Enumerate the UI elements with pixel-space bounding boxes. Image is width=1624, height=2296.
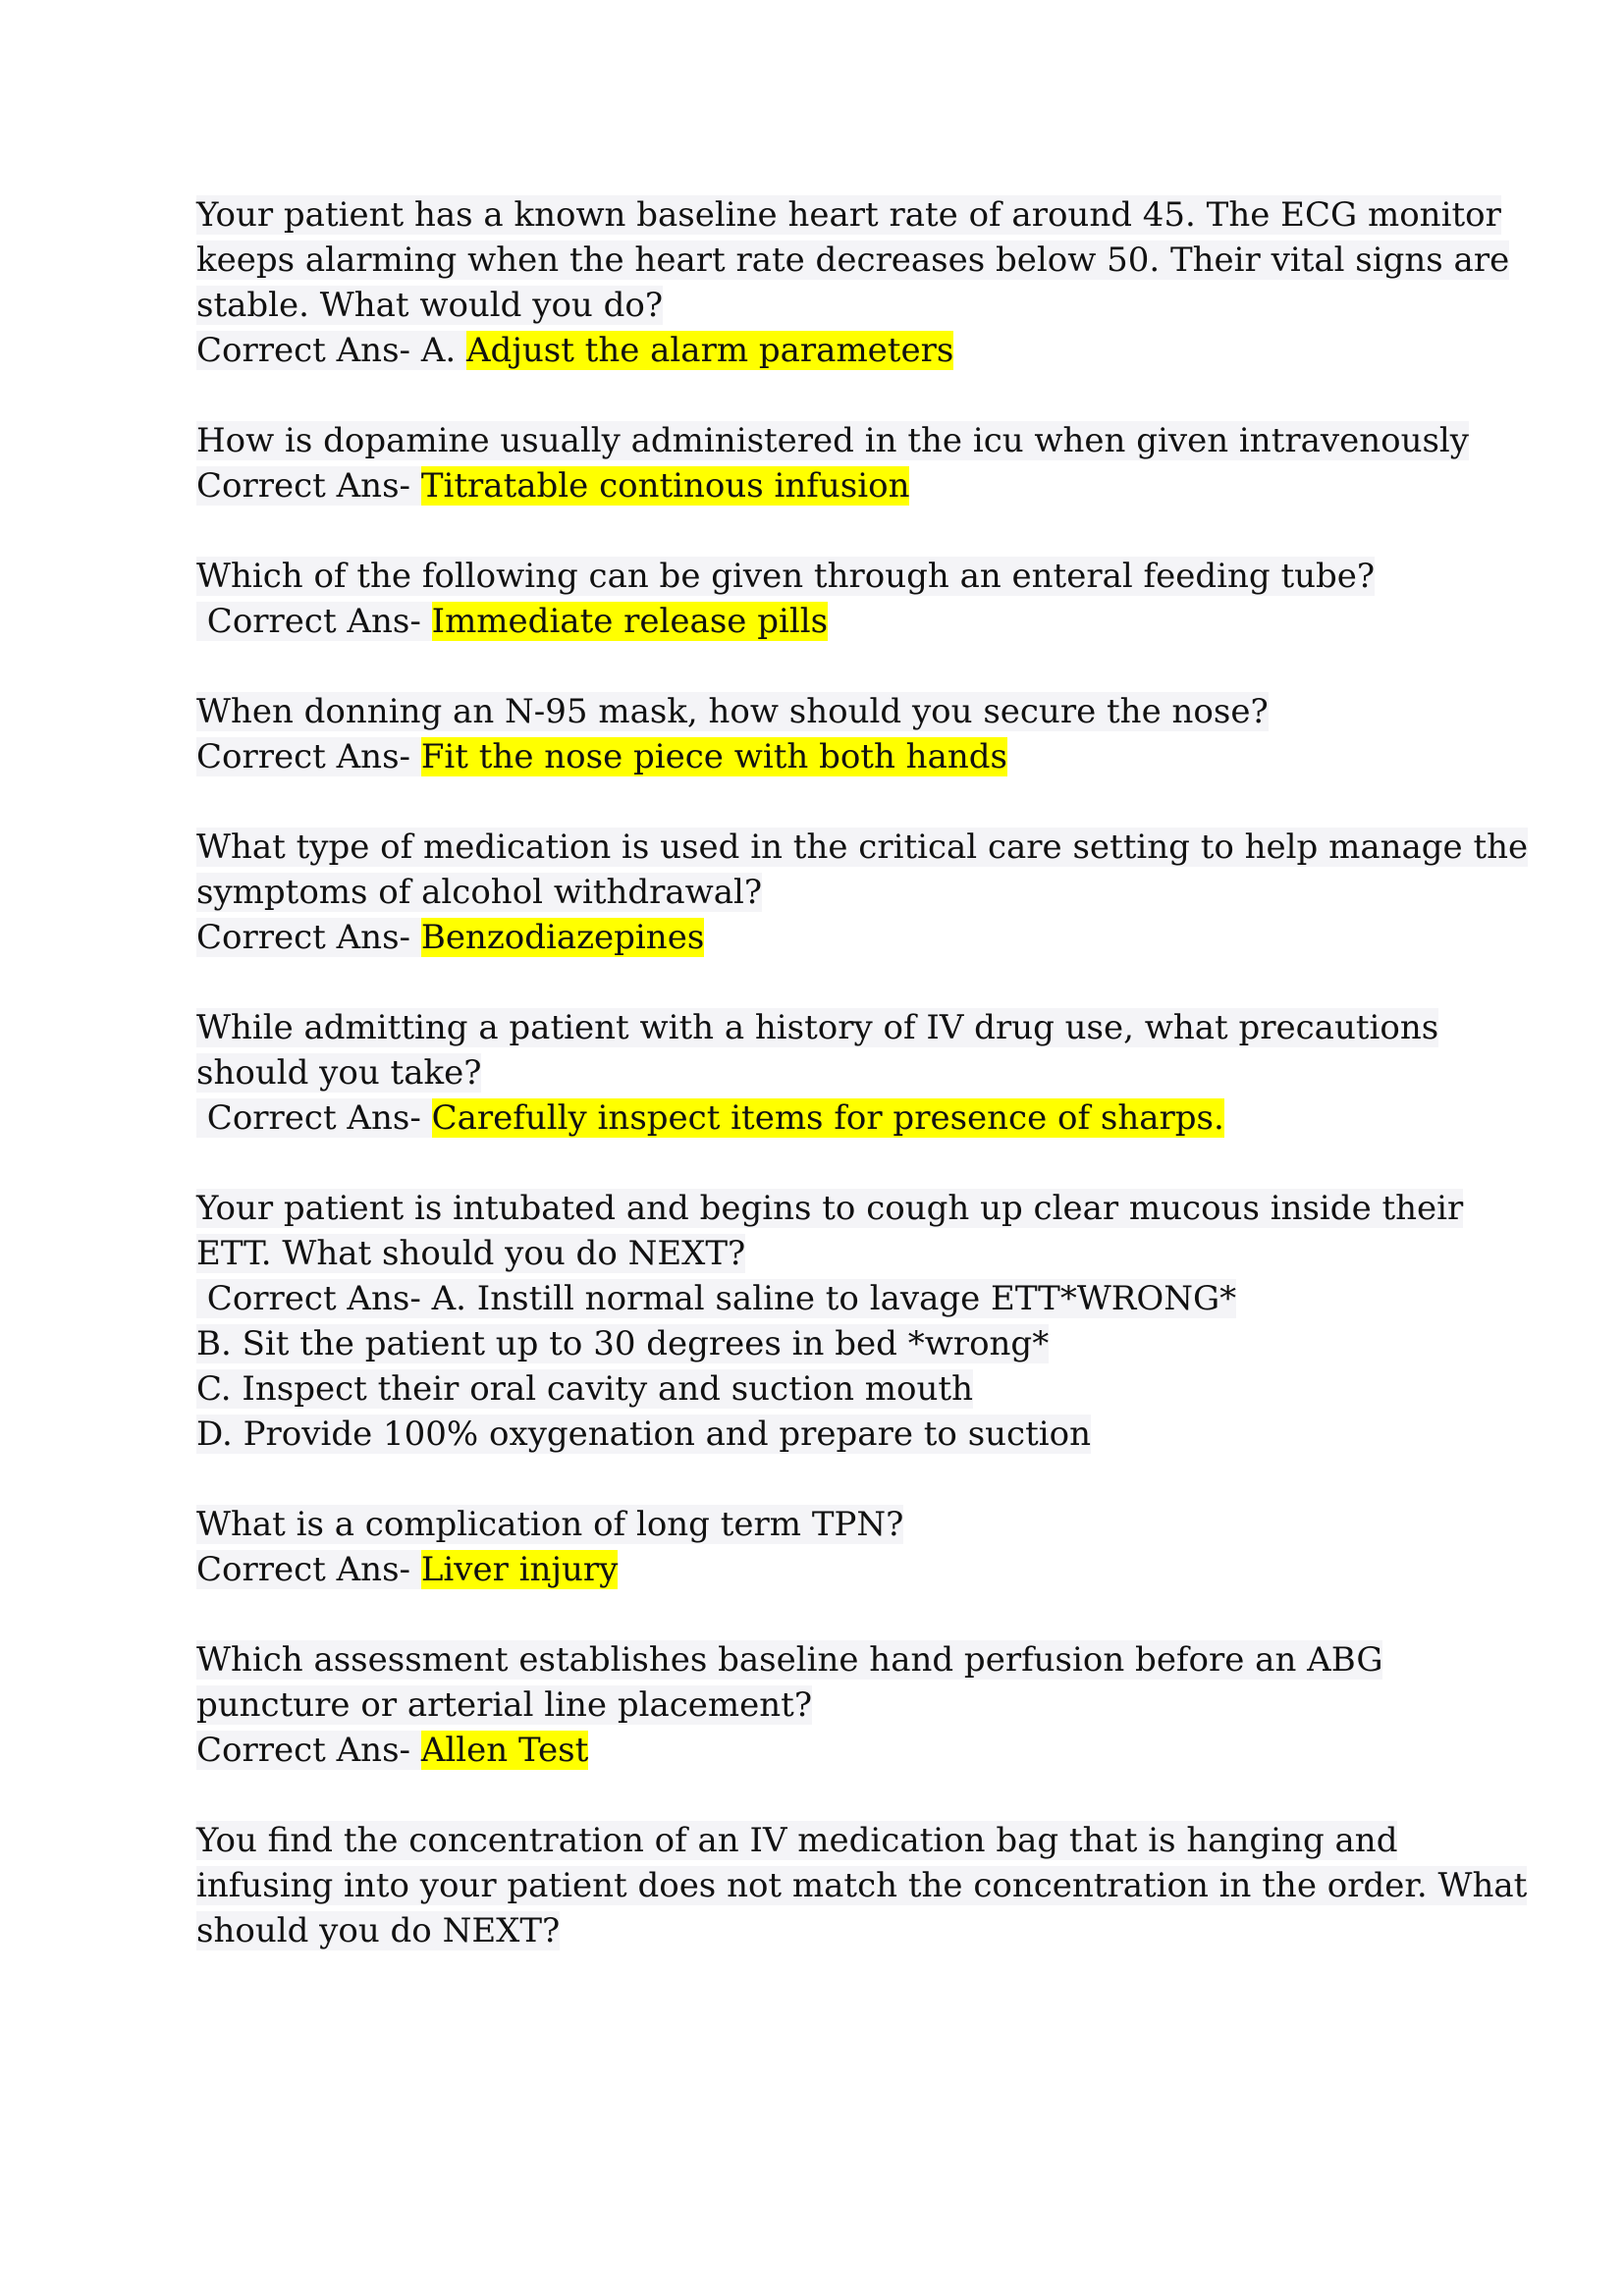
qa-item	[196, 825, 1529, 960]
question-line: keeps alarming when the heart rate decreases below 50. Their vital signs are	[196, 240, 1510, 280]
question-line: Which of the following can be given through an enteral feeding tube?	[196, 557, 1376, 596]
answer-prefix: Correct Ans-	[196, 602, 432, 641]
highlighted-answer: Carefully inspect items for presence of sharps.	[431, 1098, 1224, 1138]
answer-line: C. Inspect their oral cavity and suction mouth	[196, 1369, 973, 1409]
question-line: What is a complication of long term TPN?	[196, 1505, 904, 1544]
question-line: stable. What would you do?	[196, 286, 664, 325]
qa-item	[196, 1818, 1528, 1953]
question-line: should you take?	[196, 1053, 482, 1093]
answer-line	[196, 1547, 1492, 1592]
answer-prefix: Correct Ans-	[196, 1731, 421, 1770]
question-line: When donning an N-95 mask, how should you secure the nose?	[196, 692, 1269, 731]
answer-line	[196, 1095, 1492, 1141]
highlighted-answer: Fit the nose piece with both hands	[420, 737, 1007, 776]
answer-prefix: Correct Ans-	[196, 466, 421, 506]
question-line: While admitting a patient with a history of IV drug use, what precautions	[196, 1008, 1439, 1047]
question-line: puncture or arterial line placement?	[196, 1685, 813, 1725]
answer-line: Correct Ans- A. Instill normal saline to lavage ETT*WRONG*	[196, 1279, 1237, 1318]
qa-item	[196, 689, 1492, 779]
highlighted-answer: Liver injury	[420, 1550, 619, 1589]
answer-line	[196, 1728, 1492, 1773]
answer-line	[196, 734, 1492, 779]
question-line: should you do NEXT?	[196, 1911, 561, 1950]
question-line: How is dopamine usually administered in the icu when given intravenously	[196, 421, 1470, 460]
question-line: Your patient has a known baseline heart rate of around 45. The ECG monitor	[196, 195, 1501, 235]
answer-prefix: Correct Ans-	[196, 737, 421, 776]
qa-item	[196, 1502, 1492, 1592]
qa-item	[196, 192, 1510, 373]
question-line: Which assessment establishes baseline hand perfusion before an ABG	[196, 1640, 1383, 1680]
answer-line	[196, 463, 1492, 508]
question-line: What type of medication is used in the critical care setting to help manage the	[196, 828, 1529, 867]
answer-prefix: Correct Ans-	[196, 1098, 432, 1138]
question-line: ETT. What should you do NEXT?	[196, 1234, 746, 1273]
answer-line	[196, 599, 1492, 644]
highlighted-answer: Allen Test	[420, 1731, 589, 1770]
answer-prefix: Correct Ans-	[196, 918, 421, 957]
question-line: infusing into your patient does not match the concentration in the order. What	[196, 1866, 1528, 1905]
highlighted-answer: Titratable continous infusion	[420, 466, 910, 506]
qa-item	[196, 1186, 1492, 1457]
highlighted-answer: Immediate release pills	[431, 602, 829, 641]
qa-item	[196, 1005, 1492, 1141]
answer-prefix: Correct Ans- A.	[196, 331, 466, 370]
answer-line	[196, 328, 1492, 373]
qa-item	[196, 554, 1492, 644]
qa-item	[196, 1637, 1492, 1773]
answer-prefix: Correct Ans-	[196, 1550, 421, 1589]
qa-item	[196, 418, 1492, 508]
question-line: Your patient is intubated and begins to cough up clear mucous inside their	[196, 1189, 1464, 1228]
highlighted-answer: Adjust the alarm parameters	[466, 331, 954, 370]
question-line: symptoms of alcohol withdrawal?	[196, 873, 763, 912]
highlighted-answer: Benzodiazepines	[420, 918, 705, 957]
answer-line	[196, 915, 1492, 960]
answer-line: D. Provide 100% oxygenation and prepare to suction	[196, 1415, 1091, 1454]
answer-line: B. Sit the patient up to 30 degrees in bed *wrong*	[196, 1324, 1050, 1363]
qa-list	[196, 192, 1529, 1999]
question-line: You find the concentration of an IV medication bag that is hanging and	[196, 1821, 1398, 1860]
